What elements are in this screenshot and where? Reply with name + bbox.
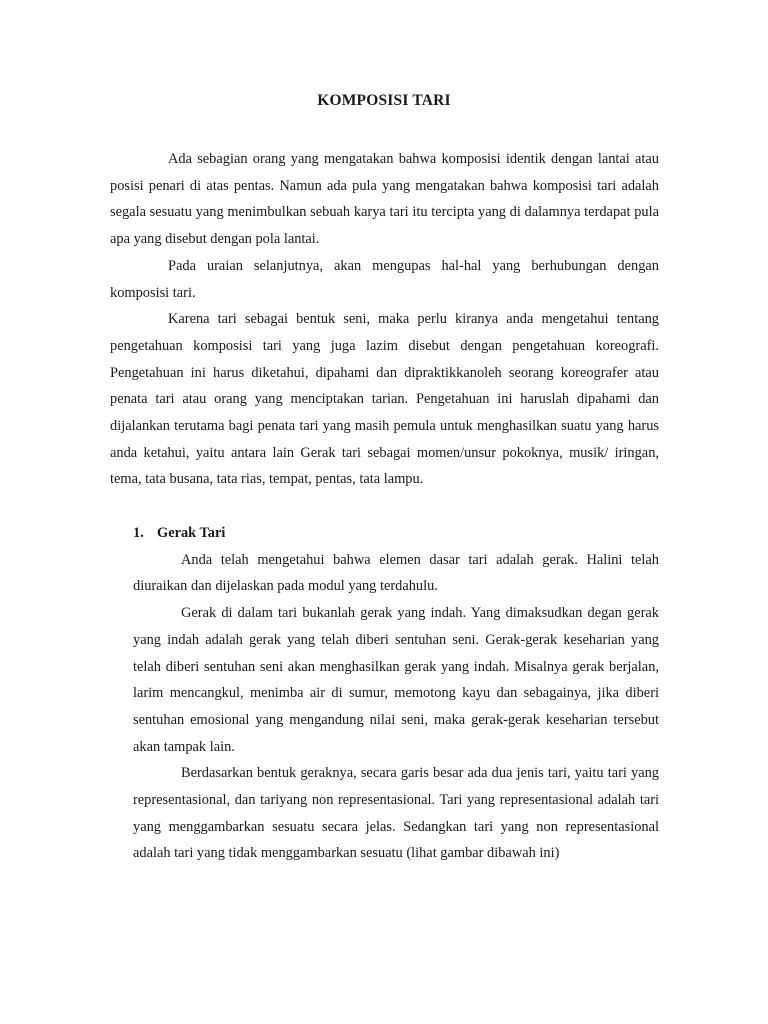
section-paragraph-1: Anda telah mengetahui bahwa elemen dasar tari adalah gerak. Halini telah diuraikan dan dijelaskan pada modul yang terdahulu. [133,551,659,595]
intro-paragraph-3: Karena tari sebagai bentuk seni, maka perlu kiranya anda mengetahui tentang pengetahuan komposisi tari yang juga lazim disebut dengan pengetahuan koreografi. Pengetahuan ini harus diketahui, dipahami dan dipraktikkanoleh seorang koreografer atau penata tari atau orang yang menciptakan tarian. Pengetahuan ini haruslah dipahami dan dijalankan terutama bagi penata tari yang masih pemula untuk menghasilkan suatu yang harus anda ketahui, yaitu antara lain Gerak tari sebagai momen/unsur pokoknya, musik/ iringan, tema, tata busana, tata rias, tempat, pentas, tata lampu. [110,311,659,488]
section-gerak-tari [133,520,659,867]
section-paragraph-2: Gerak di dalam tari bukanlah gerak yang indah. Yang dimaksudkan degan gerak yang indah adalah gerak yang telah diberi sentuhan seni. Gerak-gerak keseharian yang telah diberi sentuhan seni akan menghasilkan gerak yang indah. Misalnya gerak berjalan, larim mencangkul, menimba air di sumur, memotong kayu dan sebagainya, jika diberi sentuhan emosional yang mengandung nilai seni, maka gerak-gerak keseharian tersebut akan tampak lain. [133,605,659,755]
page-title: KOMPOSISI TARI [317,92,451,109]
intro-paragraph-1: Ada sebagian orang yang mengatakan bahwa komposisi identik dengan lantai atau posisi penari di atas pentas. Namun ada pula yang mengatakan bahwa komposisi tari adalah segala sesuatu yang menimbulkan sebuah karya tari itu tercipta yang di dalamnya terdapat pula apa yang disebut dengan pola lantai. [110,151,659,248]
intro-paragraph-2: Pada uraian selanjutnya, akan mengupas hal-hal yang berhubungan dengan komposisi tari. [110,257,659,301]
section-heading [133,520,659,547]
section-number: 1. [133,525,144,541]
intro-body [110,146,659,493]
section-paragraph-3: Berdasarkan bentuk geraknya, secara garis besar ada dua jenis tari, yaitu tari yang representasional, dan tariyang non representasional. Tari yang representasional adalah tari yang menggambarkan sesuatu secara jelas. Sedangkan tari yang non representasional adalah tari yang tidak menggambarkan sesuatu (lihat gambar dibawah ini) [133,765,659,862]
section-heading-text: Gerak Tari [157,525,226,541]
